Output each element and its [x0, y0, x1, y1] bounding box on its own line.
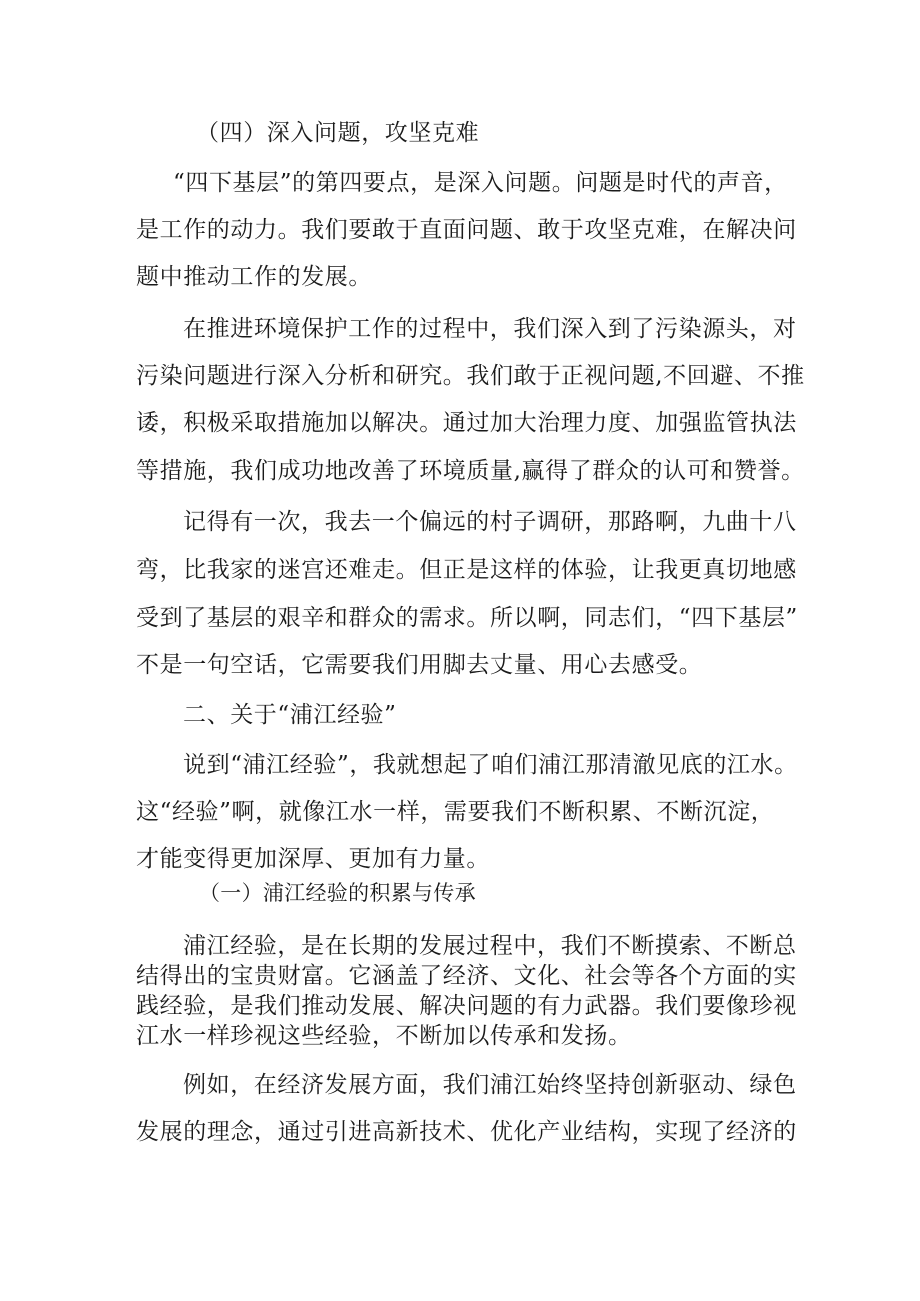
paragraph-line: 记得有一次，我去一个偏远的村子调研，那路啊，九曲十八	[183, 509, 797, 535]
paragraph-line: 结得出的宝贵财富。它涵盖了经济、文化、社会等各个方面的实	[136, 963, 797, 989]
paragraph-line: 污染问题进行深入分析和研究。我们敢于正视问题,不回避、不推	[136, 363, 805, 389]
paragraph-line: 说到“浦江经验”，我就想起了咱们浦江那清澈见底的江水。	[183, 752, 798, 778]
paragraph-line: 例如，在经济发展方面，我们浦江始终坚持创新驱动、绿色	[183, 1072, 797, 1098]
paragraph-line: 发展的理念，通过引进高新技术、优化产业结构，实现了经济的	[136, 1119, 797, 1145]
paragraph-line: 在推进环境保护工作的过程中，我们深入到了污染源头，对	[183, 316, 797, 342]
heading-section-four: （四）深入问题，攻坚克难	[196, 120, 480, 146]
paragraph-line: 这“经验”啊，就像江水一样，需要我们不断积累、不断沉淀，	[136, 799, 775, 825]
heading-section-two: 二、关于“浦江经验”	[183, 702, 397, 728]
paragraph-line: 江水一样珍视这些经验，不断加以传承和发扬。	[136, 1023, 632, 1049]
heading-subsection-one: （一）浦江经验的积累与传承	[199, 881, 476, 905]
paragraph-line: 受到了基层的艰辛和群众的需求。所以啊，同志们，“四下基层”	[136, 605, 798, 631]
paragraph-line: 践经验，是我们推动发展、解决问题的有力武器。我们要像珍视	[136, 993, 797, 1019]
paragraph-line: 等措施，我们成功地改善了环境质量,赢得了群众的认可和赞誉。	[136, 458, 805, 484]
paragraph-line: 不是一句空话，它需要我们用脚去丈量、用心去感受。	[136, 652, 703, 678]
paragraph-line: 诿，积极采取措施加以解决。通过加大治理力度、加强监管执法	[136, 410, 797, 436]
paragraph-line: 才能变得更加深厚、更加有力量。	[136, 846, 490, 872]
paragraph-line: “四下基层”的第四要点，是深入问题。问题是时代的声音，	[173, 170, 788, 196]
paragraph-line: 弯，比我家的迷宫还难走。但正是这样的体验，让我更真切地感	[136, 557, 797, 583]
paragraph-line: 浦江经验，是在长期的发展过程中，我们不断摸索、不断总	[183, 933, 797, 959]
paragraph-line: 是工作的动力。我们要敢于直面问题、敢于攻坚克难，在解决问	[136, 217, 797, 243]
paragraph-line: 题中推动工作的发展。	[136, 264, 372, 290]
